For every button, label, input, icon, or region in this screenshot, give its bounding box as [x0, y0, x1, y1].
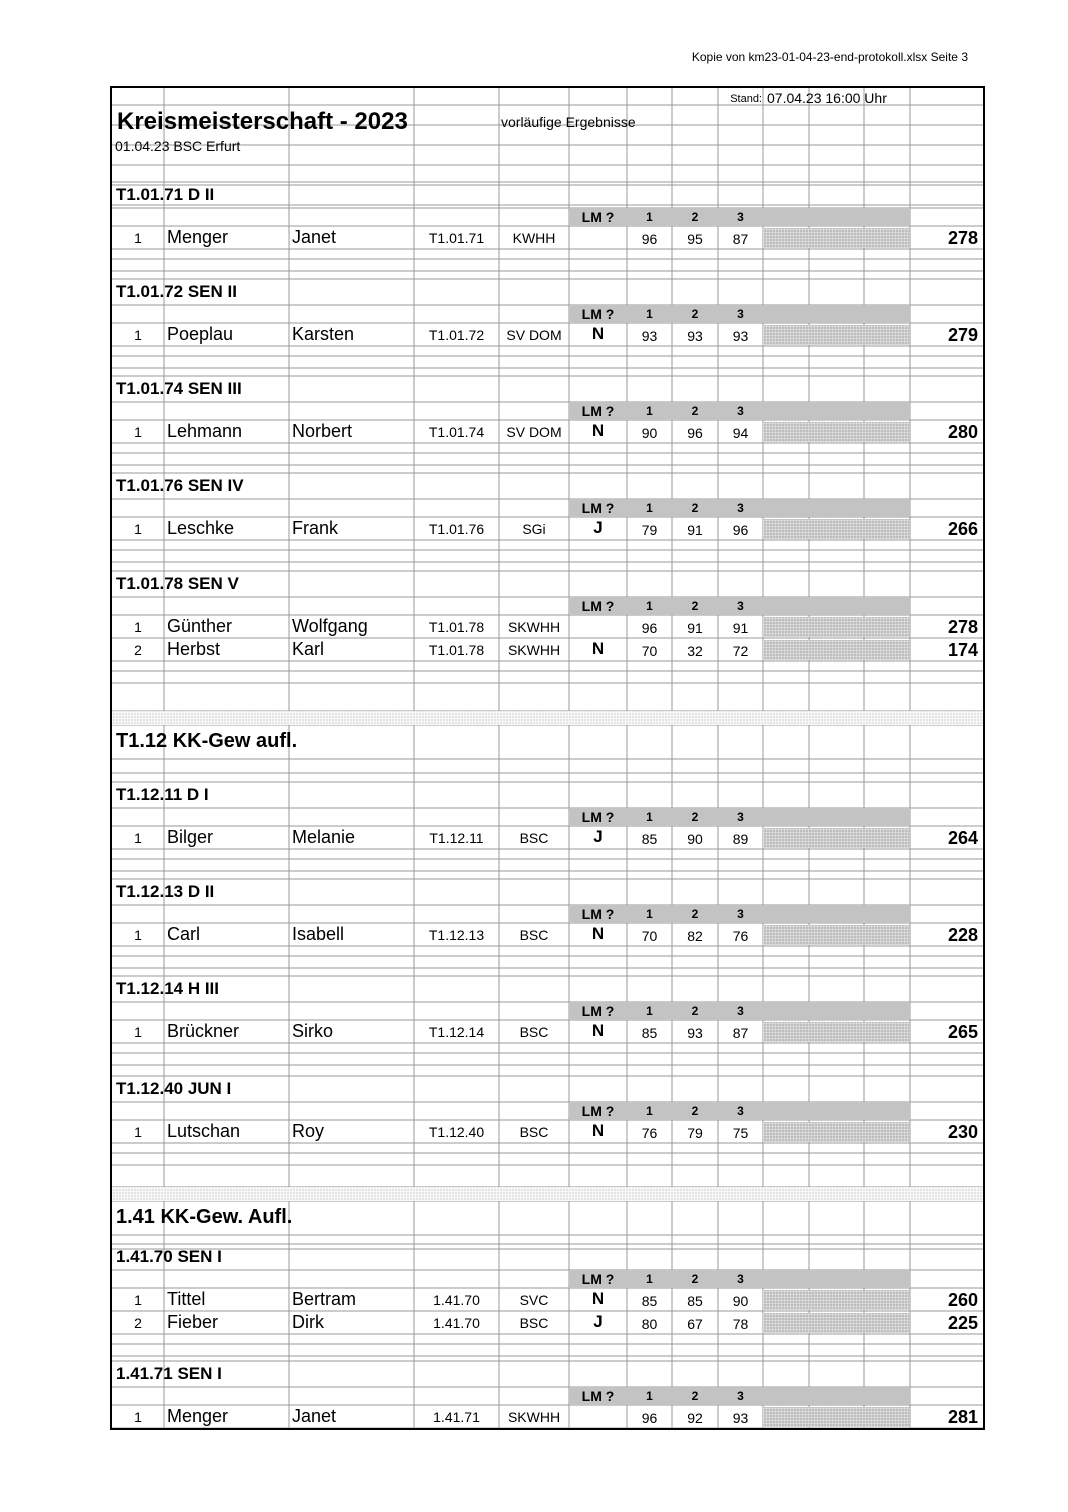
score-3-cell: 93 [732, 1410, 749, 1426]
group-title: T1.12.11 D I [116, 785, 209, 804]
first-name-cell: Wolfgang [292, 616, 368, 636]
lm-cell: N [591, 421, 605, 440]
score-2-cell: 82 [687, 928, 703, 944]
score-1-cell: 79 [641, 522, 658, 538]
score-shading [763, 640, 910, 660]
column-header-3: 3 [737, 1004, 744, 1018]
club-cell: BSC [519, 830, 549, 846]
score-3-cell: 94 [732, 425, 749, 441]
column-header-2: 2 [691, 599, 699, 613]
score-shading [763, 228, 910, 248]
score-2-cell: 95 [687, 231, 703, 247]
total-cell: 174 [947, 640, 978, 660]
class-cell: 1.41.70 [433, 1292, 480, 1308]
score-1-cell: 96 [641, 231, 658, 247]
class-cell: T1.01.78 [428, 642, 485, 658]
score-shading [763, 1122, 910, 1142]
first-name-cell: Norbert [292, 421, 353, 441]
score-shading [763, 1313, 910, 1333]
group-title: 1.41.71 SEN I [116, 1364, 222, 1383]
lm-cell: J [593, 518, 603, 537]
rank-cell: 1 [134, 1124, 142, 1140]
column-header-1: 1 [646, 307, 653, 321]
score-3-cell: 90 [732, 1293, 749, 1309]
rank-cell: 1 [134, 327, 142, 343]
first-name-cell: Karl [292, 639, 325, 659]
section-separator [112, 711, 983, 725]
score-2-cell: 90 [687, 831, 703, 847]
score-1-cell: 70 [641, 928, 658, 944]
score-2-cell: 32 [687, 643, 703, 659]
last-name-cell: Menger [167, 1406, 229, 1426]
class-cell: 1.41.70 [433, 1315, 480, 1331]
score-2-cell: 91 [687, 522, 703, 538]
score-2-cell: 85 [687, 1293, 703, 1309]
rank-cell: 1 [134, 1292, 142, 1308]
score-shading [763, 617, 910, 637]
club-cell: SV DOM [506, 327, 562, 343]
section-title: 1.41 KK-Gew. Aufl. [116, 1206, 293, 1228]
score-1-cell: 85 [641, 831, 658, 847]
total-cell: 265 [947, 1022, 978, 1042]
lm-cell: J [593, 827, 603, 846]
column-header-lm: LM ? [581, 809, 615, 825]
column-header-lm: LM ? [581, 306, 615, 322]
club-cell: SVC [519, 1292, 549, 1308]
class-cell: T1.12.11 [429, 830, 484, 846]
column-header-lm: LM ? [581, 403, 615, 419]
total-cell: 260 [947, 1290, 978, 1310]
score-1-cell: 96 [641, 1410, 658, 1426]
total-cell: 280 [947, 422, 978, 442]
first-name-cell: Frank [292, 518, 339, 538]
class-cell: T1.01.74 [428, 424, 485, 440]
column-header-3: 3 [737, 501, 744, 515]
group-title: T1.01.78 SEN V [116, 574, 239, 593]
last-name-cell: Günther [167, 616, 233, 636]
score-1-cell: 93 [641, 328, 658, 344]
score-2-cell: 67 [687, 1316, 703, 1332]
column-header-lm: LM ? [581, 906, 615, 922]
column-header-1: 1 [646, 1004, 653, 1018]
last-name-cell: Fieber [167, 1312, 219, 1332]
club-cell: BSC [519, 1315, 549, 1331]
total-cell: 230 [947, 1122, 978, 1142]
class-cell: T1.12.14 [428, 1024, 485, 1040]
lm-cell: N [591, 1121, 605, 1140]
column-header-1: 1 [646, 210, 653, 224]
score-3-cell: 78 [732, 1316, 749, 1332]
total-cell: 281 [947, 1407, 978, 1427]
first-name-cell: Sirko [292, 1021, 334, 1041]
score-3-cell: 72 [732, 643, 749, 659]
score-2-cell: 92 [687, 1410, 703, 1426]
last-name-cell: Herbst [167, 639, 221, 659]
spreadsheet-page [110, 86, 985, 1430]
last-name-cell: Leschke [167, 518, 235, 538]
total-cell: 278 [947, 228, 978, 248]
first-name-cell: Melanie [292, 827, 356, 847]
group-title: T1.01.76 SEN IV [116, 476, 244, 495]
total-cell: 266 [947, 519, 978, 539]
club-cell: SGi [522, 521, 546, 537]
score-shading [763, 1407, 910, 1427]
column-header-2: 2 [691, 907, 699, 921]
club-cell: BSC [519, 1024, 549, 1040]
rank-cell: 1 [134, 1024, 142, 1040]
club-cell: SV DOM [506, 424, 562, 440]
page-title: Kreismeisterschaft - 2023 [117, 108, 408, 135]
group-title: T1.12.14 H III [116, 979, 219, 998]
score-shading [763, 828, 910, 848]
club-cell: SKWHH [507, 1409, 561, 1425]
score-3-cell: 75 [732, 1125, 749, 1141]
column-header-2: 2 [691, 1272, 699, 1286]
column-header-1: 1 [646, 810, 653, 824]
total-cell: 264 [947, 828, 978, 848]
class-cell: 1.41.71 [433, 1409, 480, 1425]
column-header-3: 3 [737, 210, 744, 224]
stand-label: Stand: [730, 93, 762, 105]
score-shading [763, 925, 910, 945]
score-1-cell: 85 [641, 1293, 658, 1309]
column-header-3: 3 [737, 1104, 744, 1118]
lm-cell: J [593, 1312, 603, 1331]
column-header-lm: LM ? [581, 1003, 615, 1019]
column-header-2: 2 [691, 1004, 699, 1018]
section-title: T1.12 KK-Gew aufl. [116, 730, 298, 752]
score-3-cell: 89 [732, 831, 749, 847]
column-header-2: 2 [691, 810, 699, 824]
column-header-2: 2 [691, 1389, 699, 1403]
score-shading [763, 519, 910, 539]
last-name-cell: Poeplau [167, 324, 234, 344]
column-header-1: 1 [646, 1389, 653, 1403]
last-name-cell: Tittel [167, 1289, 206, 1309]
column-header-2: 2 [691, 501, 699, 515]
score-1-cell: 90 [641, 425, 658, 441]
column-header-1: 1 [646, 1104, 653, 1118]
last-name-cell: Bilger [167, 827, 214, 847]
score-2-cell: 96 [687, 425, 703, 441]
rank-cell: 1 [134, 424, 142, 440]
column-header-3: 3 [737, 907, 744, 921]
lm-cell: N [591, 1021, 605, 1040]
column-header-1: 1 [646, 501, 653, 515]
first-name-cell: Dirk [292, 1312, 324, 1332]
score-shading [763, 325, 910, 345]
column-header-3: 3 [737, 1389, 744, 1403]
lm-cell: N [591, 324, 605, 343]
first-name-cell: Bertram [292, 1289, 357, 1309]
score-3-cell: 87 [732, 1025, 749, 1041]
first-name-cell: Janet [292, 227, 337, 247]
score-2-cell: 79 [687, 1125, 703, 1141]
group-title: T1.01.72 SEN II [116, 282, 237, 301]
rank-cell: 1 [134, 619, 142, 635]
rank-cell: 1 [134, 927, 142, 943]
group-title: T1.01.71 D II [116, 185, 215, 204]
club-cell: BSC [519, 1124, 549, 1140]
date-location: 01.04.23 BSC Erfurt [115, 138, 241, 154]
score-2-cell: 91 [687, 620, 703, 636]
column-header-2: 2 [691, 210, 699, 224]
group-title: T1.12.13 D II [116, 882, 215, 901]
rank-cell: 2 [134, 642, 142, 658]
class-cell: T1.12.13 [428, 927, 485, 943]
subtitle: vorläufige Ergebnisse [501, 114, 636, 130]
score-1-cell: 76 [641, 1125, 658, 1141]
score-2-cell: 93 [687, 1025, 703, 1041]
club-cell: SKWHH [507, 642, 561, 658]
column-header-2: 2 [691, 404, 699, 418]
club-cell: SKWHH [507, 619, 561, 635]
total-cell: 278 [947, 617, 978, 637]
column-header-1: 1 [646, 404, 653, 418]
column-header-1: 1 [646, 1272, 653, 1286]
last-name-cell: Brückner [167, 1021, 240, 1041]
score-1-cell: 80 [641, 1316, 658, 1332]
column-header-lm: LM ? [581, 598, 615, 614]
class-cell: T1.12.40 [428, 1124, 485, 1140]
class-cell: T1.01.71 [428, 230, 485, 246]
total-cell: 228 [947, 925, 978, 945]
column-header-3: 3 [737, 810, 744, 824]
column-header-lm: LM ? [581, 209, 615, 225]
column-header-3: 3 [737, 599, 744, 613]
last-name-cell: Carl [167, 924, 201, 944]
club-cell: BSC [519, 927, 549, 943]
first-name-cell: Karsten [292, 324, 355, 344]
lm-cell: N [591, 1289, 605, 1308]
last-name-cell: Menger [167, 227, 229, 247]
last-name-cell: Lutschan [167, 1121, 241, 1141]
rank-cell: 1 [134, 1409, 142, 1425]
rank-cell: 1 [134, 230, 142, 246]
score-1-cell: 85 [641, 1025, 658, 1041]
score-3-cell: 87 [732, 231, 749, 247]
column-header-lm: LM ? [581, 1388, 615, 1404]
rank-cell: 1 [134, 830, 142, 846]
class-cell: T1.01.72 [428, 327, 485, 343]
column-header-lm: LM ? [581, 1271, 615, 1287]
total-cell: 279 [947, 325, 978, 345]
score-3-cell: 76 [732, 928, 749, 944]
section-separator [112, 1187, 983, 1201]
total-cell: 225 [947, 1313, 978, 1333]
rank-cell: 1 [134, 521, 142, 537]
class-cell: T1.01.78 [428, 619, 485, 635]
class-cell: T1.01.76 [428, 521, 485, 537]
score-1-cell: 96 [641, 620, 658, 636]
first-name-cell: Roy [292, 1121, 325, 1141]
column-header-lm: LM ? [581, 1103, 615, 1119]
score-1-cell: 70 [641, 643, 658, 659]
score-shading [763, 1290, 910, 1310]
rank-cell: 2 [134, 1315, 142, 1331]
column-header-1: 1 [646, 599, 653, 613]
first-name-cell: Janet [292, 1406, 337, 1426]
column-header-1: 1 [646, 907, 653, 921]
club-cell: KWHH [512, 230, 556, 246]
column-header-3: 3 [737, 1272, 744, 1286]
group-title: T1.12.40 JUN I [116, 1079, 232, 1098]
page-header: Kopie von km23-01-04-23-end-protokoll.xlsx Seite 3 [691, 50, 968, 64]
lm-cell: N [591, 924, 605, 943]
score-shading [763, 422, 910, 442]
column-header-3: 3 [737, 307, 744, 321]
column-header-lm: LM ? [581, 500, 615, 516]
group-title: T1.01.74 SEN III [116, 379, 242, 398]
score-2-cell: 93 [687, 328, 703, 344]
column-header-2: 2 [691, 1104, 699, 1118]
column-header-3: 3 [737, 404, 744, 418]
column-header-2: 2 [691, 307, 699, 321]
last-name-cell: Lehmann [167, 421, 243, 441]
score-3-cell: 91 [732, 620, 749, 636]
stand-value: 07.04.23 16:00 Uhr [767, 90, 887, 106]
first-name-cell: Isabell [292, 924, 345, 944]
group-title: 1.41.70 SEN I [116, 1247, 222, 1266]
lm-cell: N [591, 639, 605, 658]
score-3-cell: 96 [732, 522, 749, 538]
score-shading [763, 1022, 910, 1042]
score-3-cell: 93 [732, 328, 749, 344]
